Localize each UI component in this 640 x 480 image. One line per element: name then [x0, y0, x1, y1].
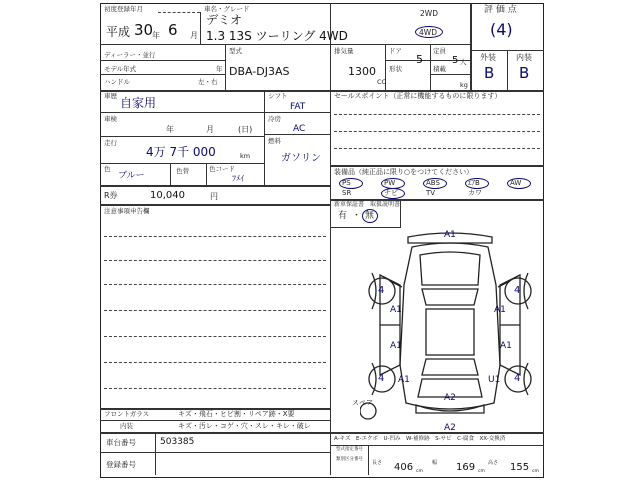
- length-value: 406: [394, 462, 414, 473]
- car-diagram: [360, 225, 540, 435]
- color-value: ブルー: [118, 171, 145, 181]
- car-name-label: 車名・グレード: [204, 5, 250, 13]
- usage-value: 自家用: [120, 96, 157, 110]
- tire-value: 4: [378, 373, 385, 384]
- width-value: 169: [456, 462, 476, 473]
- shift-label: シフト: [268, 92, 288, 100]
- spare-label: スペア: [352, 399, 373, 407]
- recycle-value: 10,040: [150, 190, 185, 201]
- reg-number-label: 登録番号: [106, 460, 136, 469]
- era: 平成: [106, 25, 131, 39]
- color-label: 色: [104, 165, 111, 173]
- damage-legend: A-キズ E-エクボ U-凹み W-補修跡 S-サビ C-腐食 XX-交換済: [334, 436, 506, 442]
- equipment-item: ｴｱB: [468, 179, 480, 187]
- chassis-value: 503385: [160, 437, 195, 447]
- equipment-title: 装備品（純正品に限り○をつけてください）: [334, 168, 474, 176]
- dashed-line: [104, 336, 326, 337]
- recycle-label: R券: [104, 191, 118, 200]
- reg-month: 6: [168, 21, 178, 39]
- rating-value: (4): [490, 20, 513, 39]
- equipment-item: カワ: [468, 189, 482, 197]
- dealer-label: ディーラー・並行: [104, 51, 156, 59]
- dashed-line: [334, 131, 540, 132]
- equipment-item: PW: [384, 179, 396, 187]
- damage-label: A1: [390, 305, 402, 315]
- doors-label: ドア: [389, 47, 402, 55]
- displacement-value: 1300: [348, 65, 376, 78]
- warranty-no: 無: [365, 211, 375, 221]
- ac-value: AC: [293, 124, 306, 134]
- shift-value: FAT: [290, 102, 306, 112]
- notes-label: 注意事項申告欄: [104, 207, 150, 215]
- warranty-label: 新車保証書: [334, 201, 365, 208]
- damage-label: A1: [444, 230, 456, 240]
- windshield-label: フロントガラス: [104, 410, 150, 418]
- equipment-item: PS: [342, 179, 351, 187]
- doors-value: 5: [416, 53, 423, 66]
- color-code-label: 色コード: [209, 165, 235, 173]
- tire-value: 4: [514, 285, 521, 296]
- color-change-label: 色替: [176, 167, 189, 175]
- damage-label: U1: [488, 375, 501, 385]
- windshield-text: キズ・飛石・ヒビ割・リペア跡・X要: [178, 410, 295, 418]
- car-name: デミオ: [206, 13, 243, 27]
- dashed-line: [104, 388, 326, 389]
- height-value: 155: [510, 462, 530, 473]
- mileage-label: 走行: [104, 139, 117, 147]
- handle-options: 左・右: [198, 78, 218, 86]
- mileage-value: 4万 7千 000: [146, 145, 216, 159]
- equipment-item: ABS: [426, 179, 440, 187]
- damage-label: A1: [390, 341, 402, 351]
- damage-label: A2: [444, 423, 456, 433]
- displacement-label: 排気量: [334, 47, 354, 55]
- interior-text: キズ・汚レ・コゲ・穴・スレ・キレ・破レ: [178, 422, 311, 430]
- damage-label: A2: [444, 393, 456, 403]
- dashed-line: [104, 362, 326, 363]
- color-code-value: ﾌﾒｲ: [232, 174, 244, 183]
- shape-label: 形状: [389, 65, 402, 73]
- type-label: 型式: [229, 47, 242, 55]
- damage-label: A1: [500, 341, 512, 351]
- equipment-item: AW: [510, 179, 522, 187]
- chassis-label: 車台番号: [106, 438, 136, 447]
- dashed-line: [104, 236, 326, 237]
- load-label: 積載: [433, 65, 446, 73]
- dashed-line: [104, 260, 326, 261]
- capacity-label: 定員: [433, 47, 446, 55]
- interior-label: 内装: [516, 53, 532, 62]
- ac-label: 冷房: [268, 115, 281, 123]
- tire-value: 4: [378, 285, 385, 296]
- reg-year: 30: [134, 21, 154, 39]
- equipment-item: SR: [342, 189, 352, 197]
- drive-4wd: 4WD: [419, 28, 437, 37]
- drive-2wd: 2WD: [420, 9, 438, 18]
- first-reg-label: 初度登録年月: [104, 5, 143, 13]
- tire-value: 4: [514, 373, 521, 384]
- car-grade: 1.3 13S ツーリング 4WD: [206, 29, 348, 43]
- exterior-label: 外装: [480, 53, 496, 62]
- damage-label: A1: [494, 305, 506, 315]
- equipment-item: TV: [426, 189, 436, 197]
- fuel-value: ガソリン: [281, 153, 321, 164]
- equipment-item: ナビ: [384, 189, 398, 197]
- sales-points-title: セールスポイント（正常に機能するものに限ります）: [334, 92, 502, 100]
- dashed-line: [334, 148, 540, 149]
- rating-label: 評 価 点: [484, 5, 517, 15]
- dashed-line: [104, 310, 326, 311]
- type-value: DBA-DJ3AS: [229, 65, 290, 78]
- exterior-value: B: [484, 64, 495, 82]
- manual-label: 取扱説明書: [370, 201, 401, 208]
- fuel-label: 燃料: [268, 137, 281, 145]
- dashed-line: [104, 284, 326, 285]
- interior-value: B: [519, 64, 530, 82]
- interior-bottom-label: 内装: [120, 422, 133, 430]
- handle-label: ハンドル: [104, 78, 130, 86]
- usage-label: 車歴: [104, 92, 117, 100]
- dashed-line: [334, 114, 540, 115]
- model-year-label: モデル年式: [104, 65, 137, 73]
- inspection-label: 車検: [104, 115, 117, 123]
- warranty-yes: 有: [338, 211, 348, 221]
- capacity-value: 5: [452, 55, 459, 66]
- damage-label: A1: [398, 375, 410, 385]
